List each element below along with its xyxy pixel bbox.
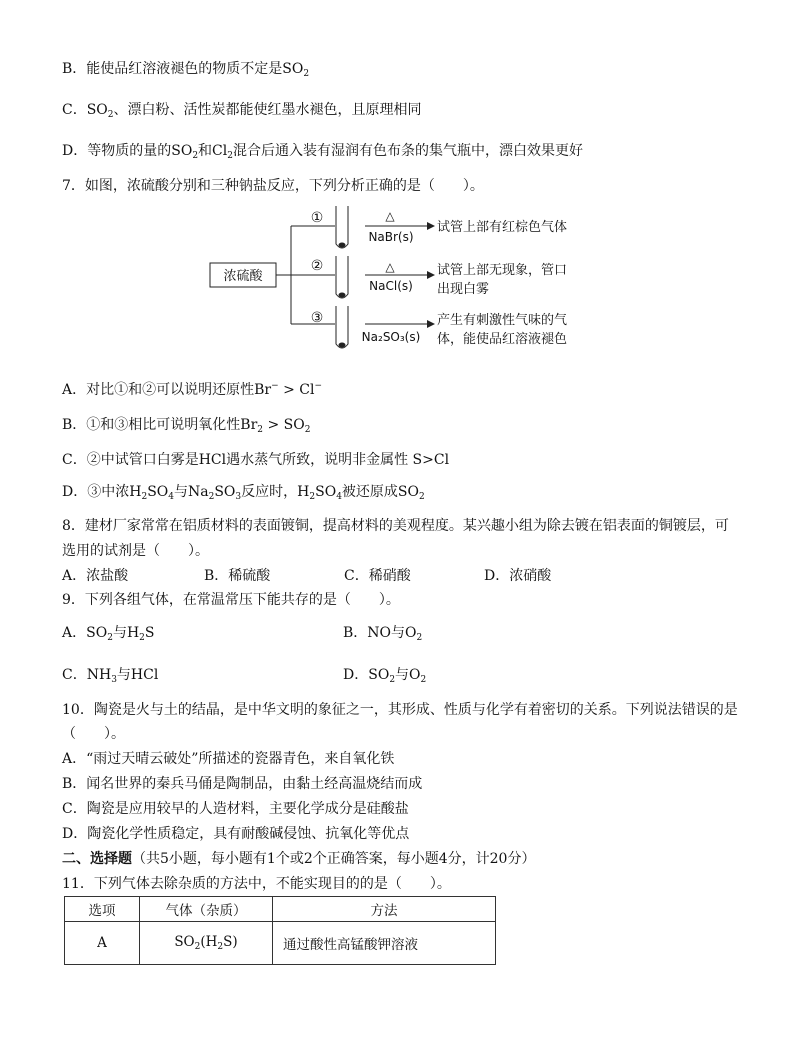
table-row — [65, 922, 496, 965]
q11-stem: 11．下列气体去除杂质的方法中，不能实现目的的是（ ）。 — [62, 876, 451, 892]
q9-option-b: B．NO与$O_2$ — [343, 625, 423, 643]
q6-option-d: D．等物质的量的$SO_2$和$Cl_2$混合后通入装有湿润有色布条的集气瓶中，漂白效果更好 — [62, 143, 583, 161]
tube-2-reagent: NaCl(s) — [369, 279, 413, 293]
section-2-desc: （共5小题，每小题有1个或2个正确答案，每小题4分，计20分） — [132, 851, 536, 867]
q10-stem-line-2: （ ）。 — [62, 726, 125, 742]
q8-option-d: D．浓硝酸 — [484, 568, 552, 584]
tube-1-reagent: NaBr(s) — [368, 230, 414, 244]
q9-option-a: A．$SO_2$与$H_2S$ — [62, 625, 155, 643]
q10-option-b: B．闻名世界的秦兵马俑是陶制品，由黏土经高温烧结而成 — [62, 776, 423, 792]
q7-option-a: A．对比①和②可以说明还原性Br− > Cl− — [62, 381, 323, 398]
test-tube-2 — [336, 256, 348, 298]
tube-3-reagent: Na₂SO₃(s) — [361, 330, 421, 344]
q7-option-c: C．②中试管口白雾是HCl遇水蒸气所致，说明非金属性 S>Cl — [62, 452, 450, 468]
cell-method: 通过酸性高锰酸钾溶液 — [273, 922, 496, 965]
tube-1-number: ① — [310, 210, 324, 226]
header-method: 方法 — [273, 897, 496, 922]
tube-1-heat: △ — [385, 209, 395, 223]
q7-stem: 7．如图，浓硫酸分别和三种钠盐反应，下列分析正确的是（ ）。 — [62, 178, 484, 194]
tube-2-heat: △ — [385, 260, 395, 274]
q11-table — [64, 896, 496, 965]
header-gas: 气体（杂质） — [140, 897, 273, 922]
tube-3-result-line-1: 产生有刺激性气味的气 — [437, 313, 568, 328]
q9-option-d: D．$SO_2$与$O_2$ — [343, 667, 427, 685]
q8-option-b: B．稀硫酸 — [204, 568, 271, 584]
q8-stem-line-1: 8．建材厂家常常在铝质材料的表面镀铜，提高材料的美观程度。某兴趣小组为除去镀在铝表面的铜镀层，可 — [62, 518, 729, 534]
q9-stem: 9．下列各组气体，在常温常压下能共存的是（ ）。 — [62, 592, 400, 608]
q10-option-d: D．陶瓷化学性质稳定，具有耐酸碱侵蚀、抗氧化等优点 — [62, 826, 410, 842]
cell-option: A — [65, 922, 140, 965]
acid-label: 浓硫酸 — [223, 269, 263, 284]
cell-gas: $SO_2(H_2S)$ — [140, 922, 273, 965]
q7-reaction-diagram — [205, 200, 595, 360]
table-header-row — [65, 897, 496, 922]
tube-3-result-line-2: 体，能使品红溶液褪色 — [437, 332, 568, 347]
test-tube-3 — [336, 306, 348, 348]
q8-stem-line-2: 选用的试剂是（ ）。 — [62, 543, 209, 559]
q8-option-c: C．稀硝酸 — [344, 568, 411, 584]
q6-option-b: B．能使品红溶液褪色的物质不定是$SO_2$ — [62, 61, 310, 79]
tube-2-number: ② — [310, 258, 324, 274]
section-2-title: 二、选择题 — [62, 851, 132, 867]
q7-option-d: D．③中浓$H_2SO_4$与$Na_2SO_3$反应时，$H_2SO_4$被还原成$SO_2$ — [62, 484, 425, 502]
tube-1-result: 试管上部有红棕色气体 — [437, 220, 568, 235]
q6-option-c: C．$SO_2$、漂白粉、活性炭都能使红墨水褪色，且原理相同 — [62, 102, 422, 120]
q8-option-a: A．浓盐酸 — [62, 568, 129, 584]
tube-2-result-line-1: 试管上部无现象，管口 — [437, 263, 568, 278]
tube-3-number: ③ — [310, 310, 324, 326]
q10-option-c: C．陶瓷是应用较早的人造材料，主要化学成分是硅酸盐 — [62, 801, 409, 817]
q10-stem-line-1: 10．陶瓷是火与土的结晶，是中华文明的象征之一，其形成、性质与化学有着密切的关系。下列说法错误的是 — [62, 702, 738, 718]
header-option: 选项 — [65, 897, 140, 922]
q10-option-a: A．“雨过天晴云破处”所描述的瓷器青色，来自氧化铁 — [62, 751, 395, 767]
q7-option-b: B．①和③相比可说明氧化性$Br_2 > SO_2$ — [62, 417, 311, 435]
test-tube-1 — [336, 206, 348, 248]
section-2-heading — [62, 849, 535, 869]
tube-2-result-line-2: 出现白雾 — [437, 282, 490, 297]
q9-option-c: C．$NH_3$与HCl — [62, 667, 159, 685]
